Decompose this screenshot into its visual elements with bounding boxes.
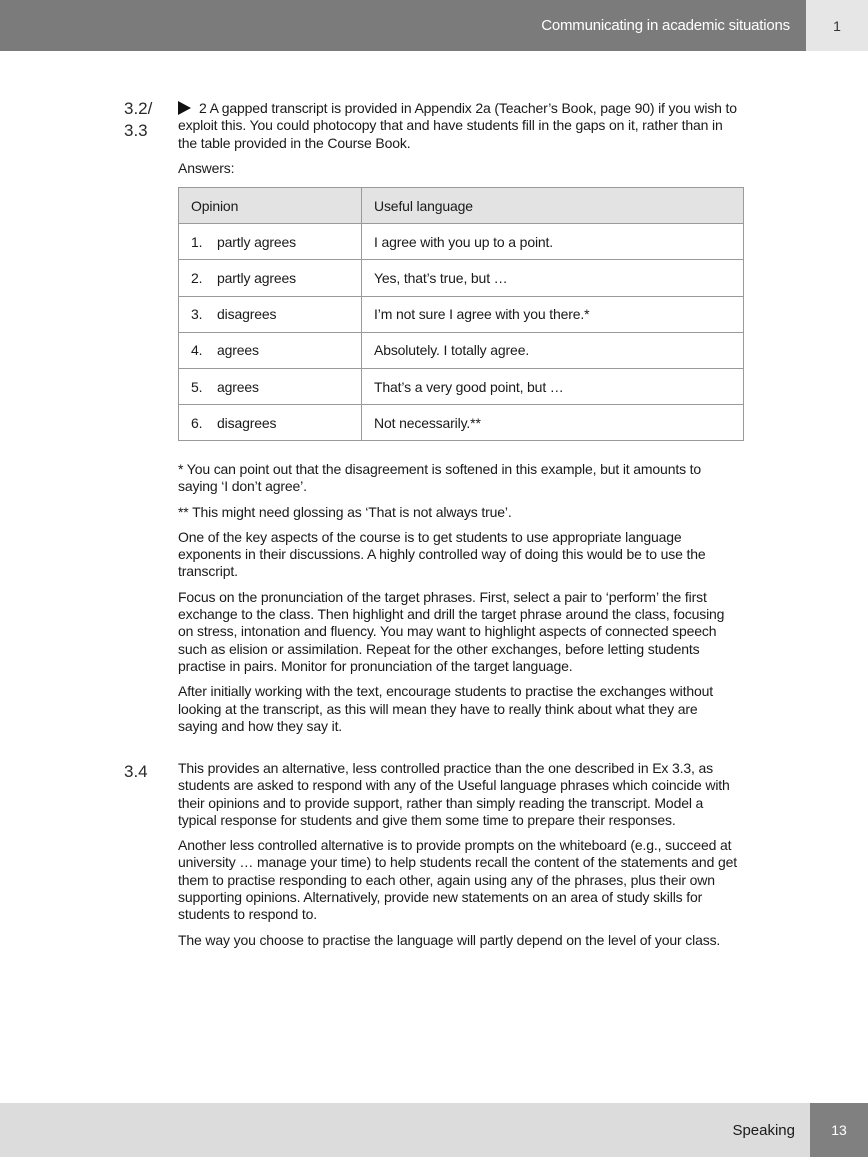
footer-section-label: Speaking — [732, 1122, 795, 1139]
language-cell: Absolutely. I totally agree. — [362, 332, 744, 368]
section-3-4-paragraph-1: This provides an alternative, less controlled practice than the one described in Ex 3.3, as students are asked to respond with any of the Useful language phrases which coincide with their opinions and to provide support, rather than simply reading the transcript. Model a typical response for students and give them some time to prepare their responses. — [178, 760, 730, 828]
opinion-cell — [179, 260, 362, 296]
audio-play-icon — [178, 101, 191, 115]
opinion-text: disagrees — [217, 414, 277, 431]
row-number: 2. — [191, 269, 203, 286]
table-row — [179, 296, 744, 332]
footnote-2: ** This might need glossing as ‘That is not always true’. — [178, 503, 512, 520]
intro-paragraph — [178, 100, 738, 152]
notes-paragraph-3: After initially working with the text, encourage students to practise the exchanges without looking at the transcript, as this will mean they have to really think about what they are saying and how they say it. — [178, 683, 713, 734]
header-useful-language: Useful language — [362, 188, 744, 224]
table-header-row — [179, 188, 744, 224]
section-3-2-intro — [178, 100, 738, 185]
section-3-4-body — [178, 760, 738, 957]
language-cell: Not necessarily.** — [362, 405, 744, 441]
answers-label: Answers: — [178, 159, 235, 176]
table-row — [179, 405, 744, 441]
section-number-line1: 3.2/ — [124, 99, 153, 118]
language-cell: I’m not sure I agree with you there.* — [362, 296, 744, 332]
opinion-cell — [179, 368, 362, 404]
section-3-2-notes — [178, 461, 738, 743]
opinion-text: disagrees — [217, 306, 277, 323]
section-number-3-2 — [124, 98, 152, 142]
opinion-cell — [179, 332, 362, 368]
opinion-text: agrees — [217, 378, 259, 395]
opinion-cell — [179, 296, 362, 332]
row-number: 5. — [191, 378, 203, 395]
table-row — [179, 332, 744, 368]
opinion-cell — [179, 224, 362, 260]
opinion-cell — [179, 405, 362, 441]
opinion-text: partly agrees — [217, 269, 296, 286]
table-row — [179, 224, 744, 260]
header-title: Communicating in academic situations — [541, 17, 790, 34]
table-row — [179, 260, 744, 296]
row-number: 3. — [191, 306, 203, 323]
section-3-4-paragraph-2: Another less controlled alternative is to provide prompts on the whiteboard (e.g., succeed at university … manage your time) to help students recall the content of the statements and get them to practise responding to each other, again using any of the phrases, plus their own supporting opinions. Alternatively, provide new statements on an area of study skills for students to respond to. — [178, 837, 737, 923]
row-number: 4. — [191, 342, 203, 359]
table-row — [179, 368, 744, 404]
language-cell: I agree with you up to a point. — [362, 224, 744, 260]
language-cell: Yes, that’s true, but … — [362, 260, 744, 296]
notes-paragraph-1: One of the key aspects of the course is to get students to use appropriate language exponents in their discussions. A highly controlled way of doing this would be to use the transcript. — [178, 528, 706, 580]
header-opinion: Opinion — [179, 188, 362, 224]
page-number: 13 — [810, 1103, 868, 1157]
section-3-4-paragraph-3: The way you choose to practise the language will partly depend on the level of your class. — [178, 931, 721, 948]
page-footer — [0, 1103, 868, 1157]
opinion-text: agrees — [217, 342, 259, 359]
notes-paragraph-2: Focus on the pronunciation of the target phrases. First, select a pair to ‘perform’ the first exchange to the class. Then highlight and drill the target phrase around the class, focusing on stress, intonation and fluency. You may want to highlight aspects of connected speech such as elision or assimilation. Repeat for the other exchanges, before letting students practise in pairs. Monitor for pronunciation of the target language. — [178, 588, 725, 674]
chapter-number: 1 — [806, 0, 868, 51]
opinion-text: partly agrees — [217, 233, 296, 250]
footnote-1: * You can point out that the disagreement is softened in this example, but it amounts to saying ‘I don’t agree’. — [178, 461, 702, 495]
row-number: 6. — [191, 414, 203, 431]
page-header — [0, 0, 868, 51]
language-cell: That’s a very good point, but … — [362, 368, 744, 404]
intro-text: 2 A gapped transcript is provided in Appendix 2a (Teacher’s Book, page 90) if you wish to exploit this. You could photocopy that and have students fill in the gaps on it, rather than in the table provided in the Course Book. — [178, 100, 737, 151]
section-number-line2: 3.3 — [124, 121, 148, 140]
section-number-3-4: 3.4 — [124, 762, 148, 781]
answers-table — [178, 187, 744, 441]
row-number: 1. — [191, 233, 203, 250]
